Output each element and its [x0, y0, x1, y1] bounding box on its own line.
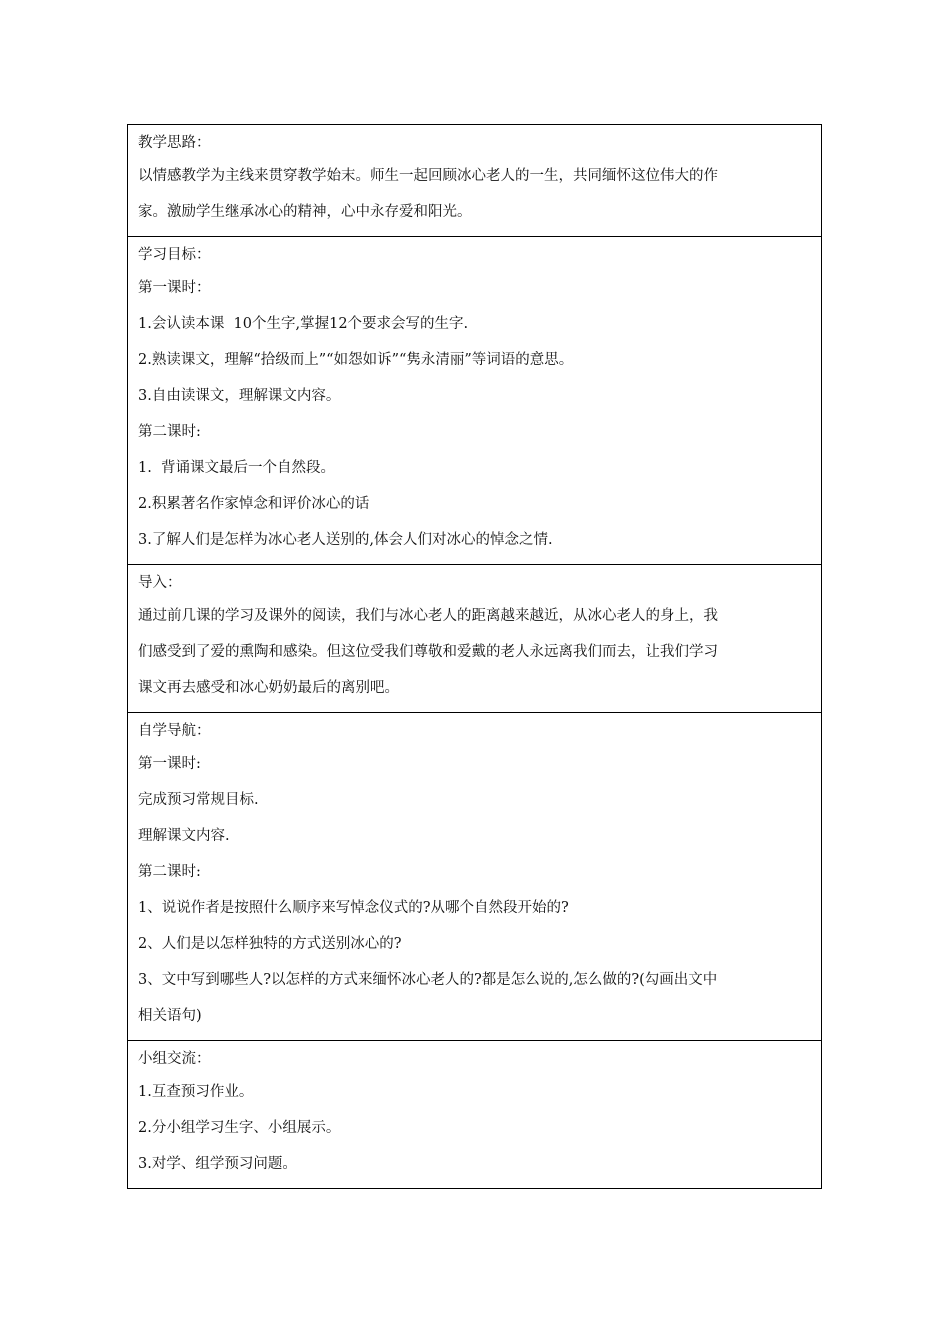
text-line: 2.熟读课文，理解“拾级而上”“如怨如诉”“隽永清丽”等词语的意思。 [138, 352, 574, 368]
text-line: 1.会认读本课 10个生字,掌握12个要求会写的生字. [138, 316, 469, 332]
text-line: 1、说说作者是按照什么顺序来写悼念仪式的?从哪个自然段开始的? [138, 900, 569, 916]
text-line: 理解课文内容. [138, 828, 230, 844]
text-line: 3.自由读课文，理解课文内容。 [138, 388, 341, 404]
text-line: 3、文中写到哪些人?以怎样的方式来缅怀冰心老人的?都是怎么说的,怎么做的?(勾画出文中 [138, 972, 718, 988]
text-line: 相关语句) [138, 1008, 202, 1024]
section-heading: 自学导航： [138, 723, 211, 739]
text-line: 们感受到了爱的熏陶和感染。但这位受我们尊敬和爱戴的老人永远离我们而去，让我们学习 [138, 644, 718, 660]
text-line: 2.分小组学习生字、小组展示。 [138, 1120, 341, 1136]
text-line: 家。激励学生继承冰心的精神，心中永存爱和阳光。 [138, 204, 472, 220]
section-teaching-approach [128, 125, 821, 236]
text-line: 第一课时： [138, 280, 211, 296]
text-line: 课文再去感受和冰心奶奶最后的离别吧。 [138, 680, 399, 696]
text-line: 第二课时: [138, 424, 201, 440]
text-line: 通过前几课的学习及课外的阅读，我们与冰心老人的距离越来越近，从冰心老人的身上，我 [138, 608, 718, 624]
text-line: 1. 背诵课文最后一个自然段。 [138, 460, 336, 476]
section-group-exchange [128, 1040, 821, 1188]
text-line: 第一课时: [138, 756, 201, 772]
section-heading: 教学思路： [138, 135, 211, 151]
section-self-study-guide [128, 712, 821, 1040]
section-heading: 小组交流： [138, 1051, 211, 1067]
text-line: 1.互查预习作业。 [138, 1084, 254, 1100]
text-line: 3.了解人们是怎样为冰心老人送别的,体会人们对冰心的悼念之情. [138, 532, 553, 548]
text-line: 2.积累著名作家悼念和评价冰心的话 [138, 496, 370, 512]
text-line: 第二课时: [138, 864, 201, 880]
section-heading: 导入： [138, 575, 182, 591]
section-introduction [128, 564, 821, 712]
text-line: 以情感教学为主线来贯穿教学始末。师生一起回顾冰心老人的一生，共同缅怀这位伟大的作 [138, 168, 718, 184]
text-line: 完成预习常规目标. [138, 792, 259, 808]
section-learning-objectives [128, 236, 821, 564]
text-line: 2、人们是以怎样独特的方式送别冰心的? [138, 936, 402, 952]
lesson-plan-table [127, 124, 822, 1189]
text-line: 3.对学、组学预习问题。 [138, 1156, 297, 1172]
section-heading: 学习目标： [138, 247, 211, 263]
